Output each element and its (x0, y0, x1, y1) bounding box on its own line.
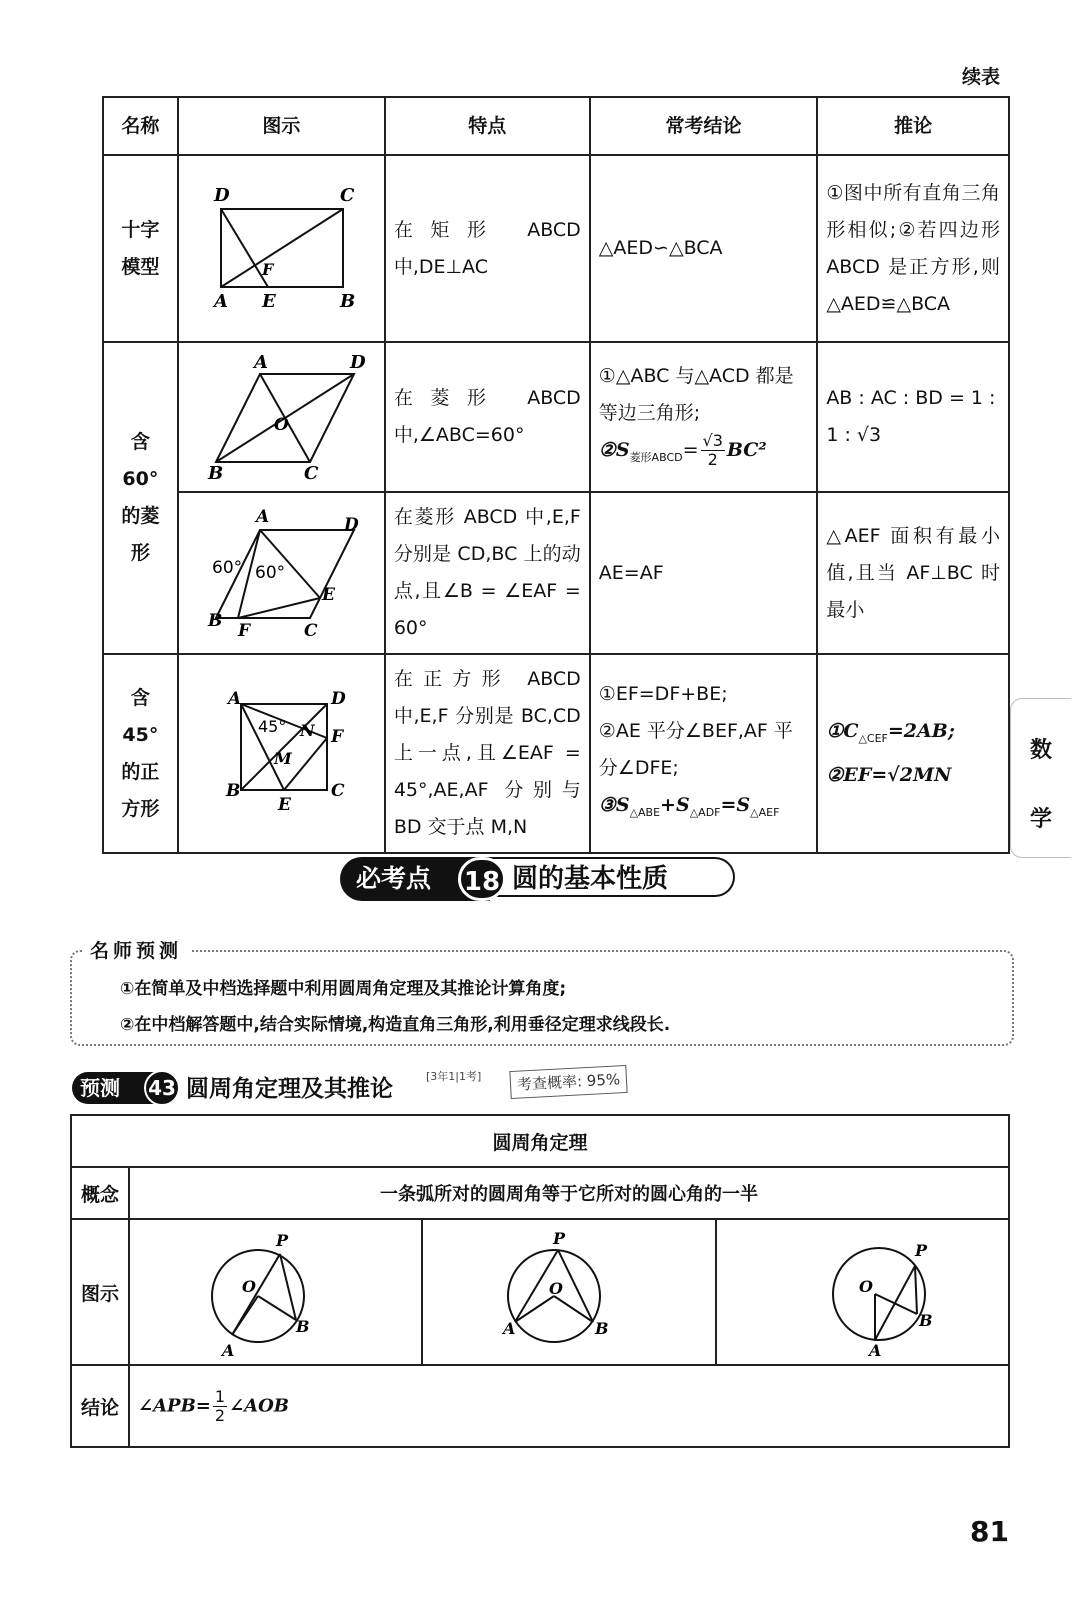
square-45-figure (186, 684, 376, 824)
fig-label: D (344, 515, 360, 535)
fig-label: B (208, 611, 223, 631)
fig-label: A (214, 290, 229, 312)
fig-label: A (228, 688, 242, 709)
table-row-rhombus-60-b (103, 492, 1009, 654)
fig-label: B (918, 1311, 933, 1330)
fig-label: B (226, 780, 241, 801)
table-row-cross-model (103, 155, 1009, 342)
fig-label: B (296, 1317, 310, 1336)
geometry-model-table (102, 96, 1010, 854)
table-row-rhombus-60-a (103, 342, 1009, 492)
prediction-line: ①在简单及中档选择题中利用圆周角定理及其推论计算角度; (120, 979, 567, 999)
concept-text: 一条弧所对的圆周角等于它所对的圆心角的一半 (129, 1167, 1009, 1219)
conclusion-cell: △AED∽△BCA (590, 155, 818, 342)
table-row-square-45 (103, 654, 1009, 853)
inference-cell (817, 654, 1009, 853)
fraction: $\frac{√3}{2}$ (702, 431, 723, 470)
table-title: 圆周角定理 (71, 1115, 1009, 1167)
inference-cell: ①图中所有直角三角形相似;②若四边形 ABCD 是正方形,则△AED≌△BCA (817, 155, 1009, 342)
exam-frequency: [3年1|1考] (426, 1070, 482, 1083)
fig-label: 60° (212, 558, 243, 578)
prediction-line: ②在中档解答题中,结合实际情境,构造直角三角形,利用垂径定理求线段长. (120, 1015, 671, 1035)
banner-title: 圆的基本性质 (490, 857, 735, 897)
concept-label: 概念 (71, 1167, 129, 1219)
fig-label: C (304, 463, 319, 482)
inference-cell: AB : AC : BD = 1 : 1 : √3 (817, 342, 1009, 492)
inscribed-angle-table (70, 1114, 1010, 1448)
page-number: 81 (970, 1515, 1009, 1548)
fig-label: O (858, 1277, 873, 1296)
fig-label: E (322, 585, 336, 605)
feature-cell: 在菱形 ABCD 中,E,F 分别是 CD,BC 上的动点,且∠B = ∠EAF = 60° (385, 492, 590, 654)
circle-center-inside-figure (423, 1222, 685, 1362)
inference-line: $①C_{\triangle CEF}=2AB$; (826, 720, 955, 745)
figure-cell (178, 492, 385, 654)
fig-label: 60° (255, 563, 286, 583)
subject-side-tab (1010, 698, 1071, 858)
conclusion-label: 结论 (71, 1365, 129, 1447)
figure-cell (422, 1219, 715, 1365)
fig-label: 45° (258, 716, 287, 736)
fig-label: A (254, 352, 269, 373)
area-formula: $②S_{菱形ABCD}=$ $\frac{√3}{2}$ BC² (598, 431, 767, 470)
prediction-title: 圆周角定理及其推论 (186, 1076, 393, 1102)
conclusion-formula: ∠APB= $\frac{1}{2}$ ∠AOB (129, 1365, 1009, 1447)
conclusion-line: ①EF=DF+BE; (598, 683, 728, 706)
exam-probability-stamp: 考查概率: 95% (509, 1065, 627, 1099)
header-inference: 推论 (817, 97, 1009, 155)
fig-label: O (242, 1277, 256, 1296)
fraction: $\frac{1}{2}$ (214, 1386, 226, 1425)
side-tab-char: 学 (1029, 807, 1052, 832)
fig-label: E (262, 290, 277, 312)
rectangle-cross-figure (186, 179, 376, 319)
fig-label: O (549, 1279, 564, 1298)
prediction-number: 43 (144, 1070, 180, 1106)
continued-label: 续表 (961, 66, 1000, 88)
fig-label: E (278, 794, 292, 815)
fig-label: F (331, 726, 344, 747)
fig-label: P (553, 1229, 566, 1248)
prediction-box-title: 名师预测 (82, 936, 190, 963)
fig-label: P (914, 1241, 927, 1260)
fig-label: O (274, 415, 290, 435)
fig-label: F (262, 259, 274, 279)
rhombus-60-figure (186, 352, 376, 482)
inference-line: ②EF=√2MN (826, 763, 952, 786)
inference-cell: △AEF 面积有最小值,且当 AF⊥BC 时最小 (817, 492, 1009, 654)
figure-cell (178, 654, 385, 853)
fig-label: A (256, 508, 270, 527)
figure-cell (129, 1219, 422, 1365)
table-header-row (71, 1115, 1009, 1167)
figure-cell (716, 1219, 1009, 1365)
banner-number: 18 (458, 857, 506, 901)
header-feature: 特点 (385, 97, 590, 155)
fig-label: C (331, 780, 345, 801)
conclusion-cell (590, 342, 818, 492)
prediction-heading (72, 1068, 672, 1108)
rhombus-moving-points-figure (186, 508, 376, 638)
table-row-concept (71, 1167, 1009, 1219)
fig-label: C (304, 621, 318, 638)
figure-label: 图示 (71, 1219, 129, 1365)
fig-label: M (274, 748, 293, 768)
table-row-figures (71, 1219, 1009, 1365)
row-name: 含 45°的正方形 (103, 654, 178, 853)
fig-label: F (238, 621, 251, 638)
feature-cell: 在菱形 ABCD 中,∠ABC=60° (385, 342, 590, 492)
fig-label: B (208, 463, 224, 482)
fig-label: B (340, 290, 356, 312)
fig-label: A (503, 1319, 516, 1338)
fig-label: D (214, 184, 230, 206)
fig-label: B (595, 1319, 609, 1338)
table-row-conclusion (71, 1365, 1009, 1447)
circle-center-on-side-figure (130, 1222, 392, 1362)
row-name: 十字模型 (103, 155, 178, 342)
circle-center-outside-figure (717, 1222, 979, 1362)
conclusion-line: ②AE 平分∠BEF,AF 平分∠DFE; (598, 720, 793, 780)
feature-cell: 在矩形 ABCD 中,DE⊥AC (385, 155, 590, 342)
area-sum-formula: $③S_{\triangle ABE}+S_{\triangle ADF}=S_{\triangle AEF}$ (598, 794, 780, 819)
banner-label: 必考点 (340, 857, 490, 901)
fig-label: D (331, 688, 347, 709)
fig-label: D (350, 352, 366, 373)
header-conclusion: 常考结论 (590, 97, 818, 155)
fig-label: C (340, 184, 355, 206)
conclusion-cell (590, 654, 818, 853)
feature-cell: 在正方形 ABCD 中,E,F 分别是 BC,CD 上一点,且∠EAF = 45°,AE,AF 分别与 BD 交于点 M,N (385, 654, 590, 853)
conclusion-line: ①△ABC 与△ACD 都是等边三角形; (598, 365, 794, 425)
header-figure: 图示 (178, 97, 385, 155)
row-name: 含 60°的菱形 (103, 342, 178, 654)
side-tab-char: 数 (1029, 738, 1052, 763)
figure-cell (178, 155, 385, 342)
fig-label: P (276, 1231, 289, 1250)
fig-label: A (222, 1341, 235, 1360)
section-banner (340, 855, 742, 903)
conclusion-cell: AE=AF (590, 492, 818, 654)
header-name: 名称 (103, 97, 178, 155)
fig-label: A (868, 1341, 882, 1360)
fig-label: N (300, 720, 315, 740)
prediction-badge: 预测 (72, 1072, 168, 1104)
figure-cell (178, 342, 385, 492)
table-header-row (103, 97, 1009, 155)
